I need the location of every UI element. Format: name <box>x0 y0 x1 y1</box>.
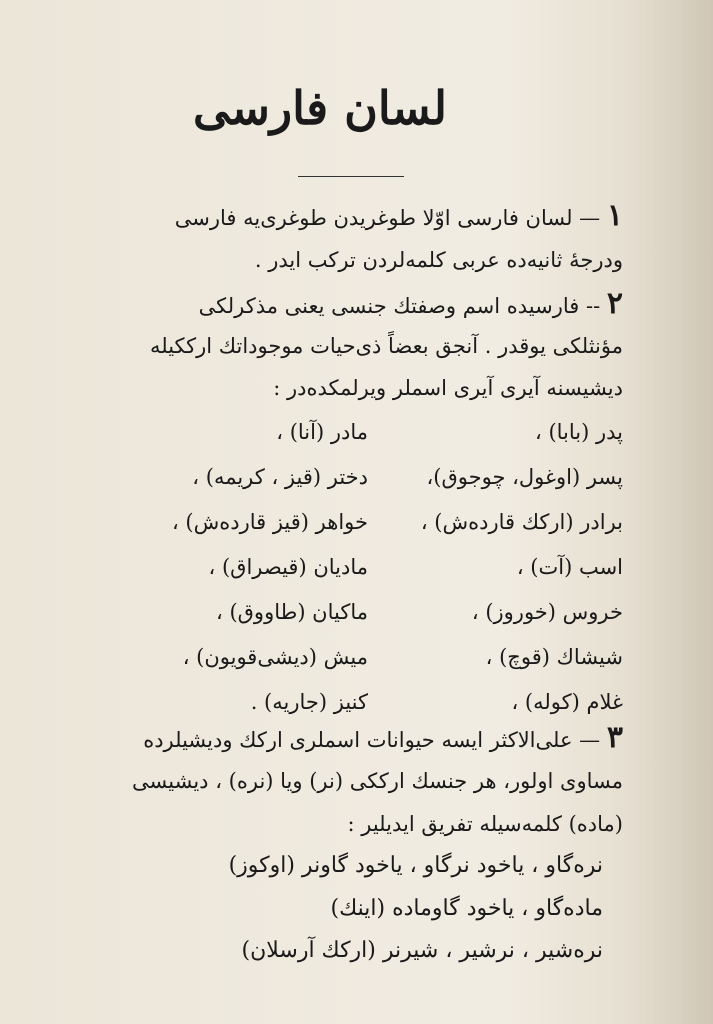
page-title: لسان فارسی <box>193 81 447 135</box>
masculine-word: پسر (اوغول، چوجوق)، <box>426 465 623 489</box>
section-3-line-2: مساوی اولور، هر جنسك ارککی (نر) ویا (نره) ، دیشیسی <box>132 769 623 793</box>
feminine-word: کنیز (جاریه) . <box>250 690 368 714</box>
feminine-word: خواهر (قیز قارده‌ش) ، <box>171 510 368 534</box>
section-2-line-1 <box>199 288 623 322</box>
title-divider <box>298 176 404 177</box>
section-2-number: ٢ <box>606 286 623 321</box>
example-line-3: نره‌شیر ، نرشیر ، شیرنر (ارکك آرسلان) <box>241 938 603 963</box>
word-pairs-table <box>103 416 623 731</box>
feminine-word: مادیان (قیصراق) ، <box>208 555 368 579</box>
section-2-line-3: دیشیسنه آیری آیری اسملر ویرلمکده‌در : <box>273 376 623 400</box>
section-3-number: ٣ <box>606 720 623 755</box>
feminine-word: مادر (آنا) ، <box>276 420 368 444</box>
table-row <box>103 596 623 641</box>
table-row <box>103 641 623 686</box>
feminine-word: ماکیان (طاووق) ، <box>215 600 368 624</box>
section-3-line-3: (ماده) کلمه‌سیله تفریق ایدیلیر : <box>347 812 623 836</box>
table-row <box>103 416 623 461</box>
masculine-word: شیشاك (قوچ) ، <box>485 645 623 669</box>
section-3-line-1 <box>143 722 623 756</box>
section-1-number: ١ <box>606 198 623 233</box>
table-row <box>103 461 623 506</box>
section-1-line-2: ودرجهٔ ثانیه‌ده عربی کلمه‌لردن ترکب ایدر . <box>254 248 623 272</box>
table-row <box>103 551 623 596</box>
section-2-text-1: -- فارسیده اسم وصفتك جنسی یعنی مذکرلکی <box>198 294 601 318</box>
section-2-line-2: مؤنثلکی یوقدر . آنجق بعضاً ذی‌حیات موجوداتك ارککیله <box>149 334 623 358</box>
masculine-word: غلام (کوله) ، <box>511 690 623 714</box>
example-line-2: ماده‌گاو ، یاخود گاوماده (اینك) <box>330 896 603 921</box>
table-row <box>103 506 623 551</box>
masculine-word: اسب (آت) ، <box>516 555 623 579</box>
section-1-text-1: — لسان فارسی اوّلا طوغریدن طوغری‌یه فارسی <box>174 206 601 230</box>
section-1-line-1 <box>175 200 623 234</box>
masculine-word: خروس (خوروز) ، <box>471 600 623 624</box>
feminine-word: میش (دیشی‌قویون) ، <box>182 645 368 669</box>
masculine-word: پدر (بابا) ، <box>534 420 623 444</box>
example-line-1: نره‌گاو ، یاخود نرگاو ، یاخود گاونر (اوکوز) <box>228 853 603 878</box>
masculine-word: برادر (ارکك قارده‌ش) ، <box>420 510 623 534</box>
feminine-word: دختر (قیز ، کریمه) ، <box>192 465 368 489</box>
section-3-text-1: — علی‌الاکثر ایسه حیوانات اسملری ارکك ودیشیلرده <box>143 728 601 752</box>
